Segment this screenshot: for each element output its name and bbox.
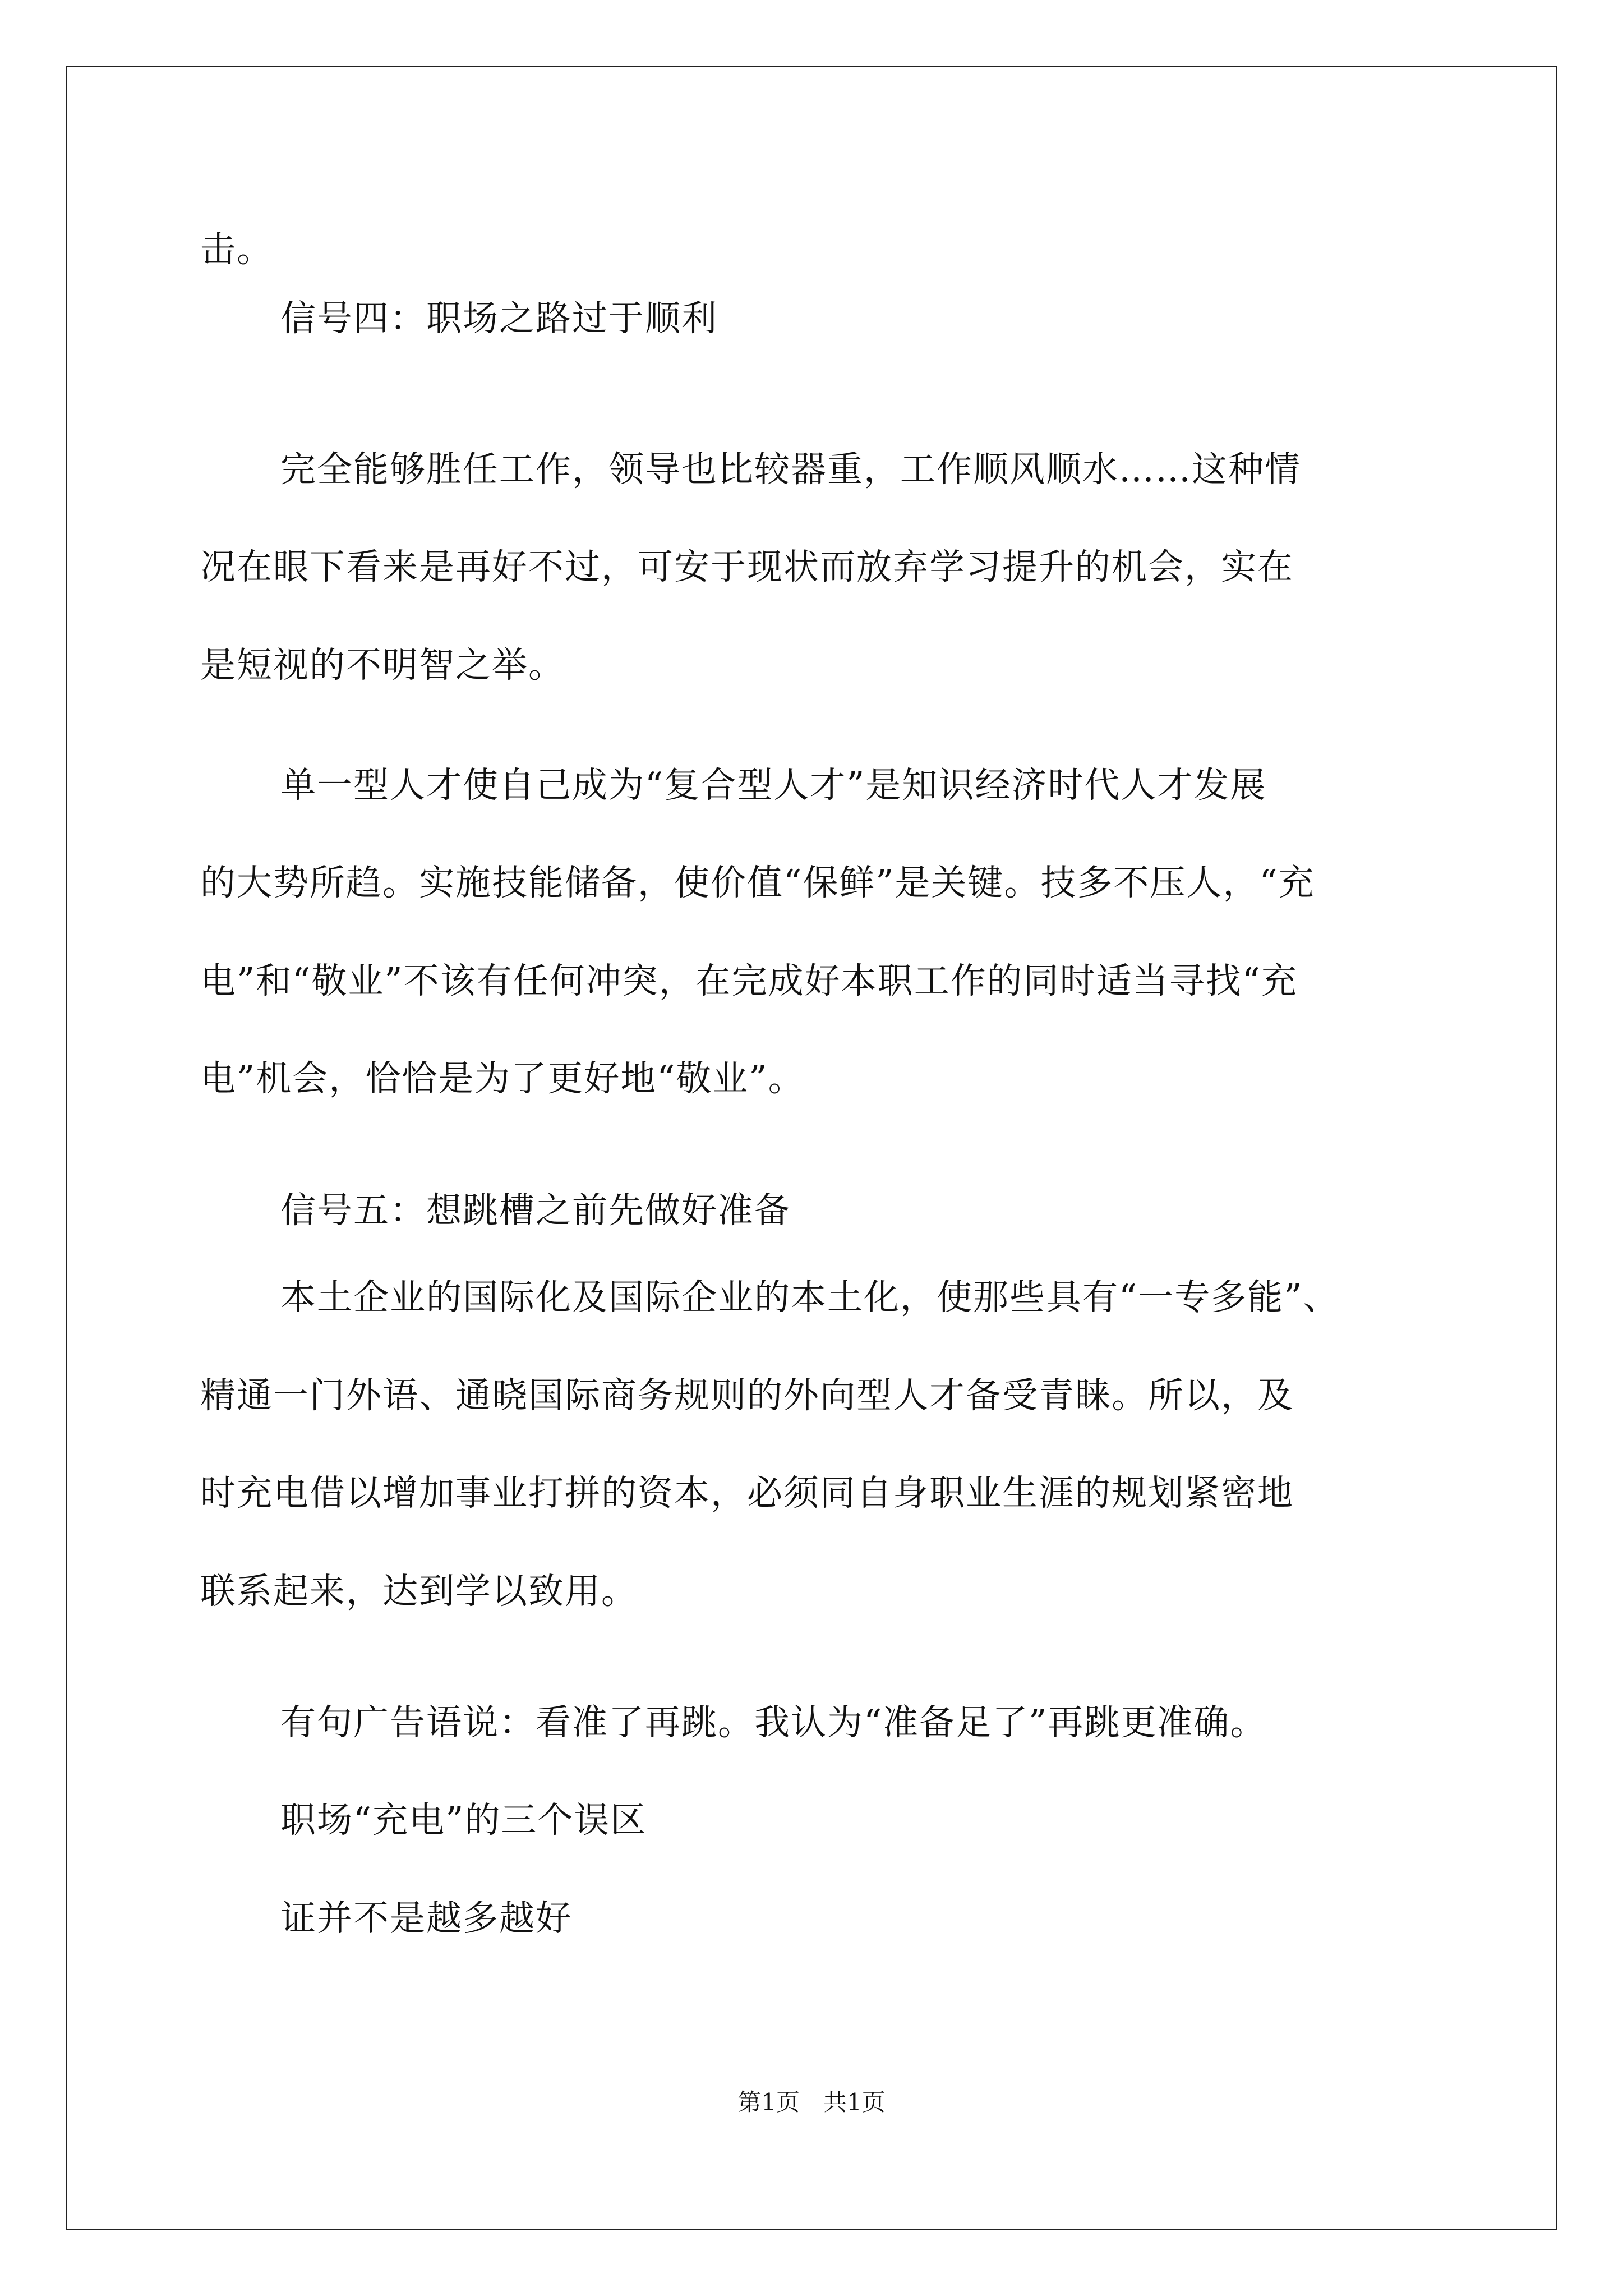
paragraph-line: 电”和“敬业”不该有任何冲突，在完成好本职工作的同时适当寻找“充 [200,960,1298,1001]
paragraph-line: 精通一门外语、通晓国际商务规则的外向型人才备受青睐。所以，及 [200,1375,1294,1416]
section-heading: 信号四：职场之路过于顺利 [280,298,718,339]
section-heading: 信号五：想跳槽之前先做好准备 [280,1190,791,1231]
paragraph-line: 单一型人才使自己成为“复合型人才”是知识经济时代人才发展 [280,765,1267,806]
paragraph-line: 电”机会，恰恰是为了更好地“敬业”。 [200,1058,805,1099]
paragraph-line: 完全能够胜任工作，领导也比较器重，工作顺风顺水……这种情 [280,449,1301,490]
paragraph-line: 时充电借以增加事业打拼的资本，必须同自身职业生涯的规划紧密地 [200,1473,1294,1513]
section-heading: 职场“充电”的三个误区 [280,1800,647,1841]
paragraph-line: 是短视的不明智之举。 [200,645,565,685]
paragraph-line: 击。 [200,229,273,270]
paragraph-line: 联系起来，达到学以致用。 [200,1571,638,1612]
paragraph-line: 有句广告语说：看准了再跳。我认为“准备足了”再跳更准确。 [280,1702,1267,1743]
paragraph-line: 况在眼下看来是再好不过，可安于现状而放弃学习提升的机会，实在 [200,546,1294,587]
section-heading: 证并不是越多越好 [280,1898,572,1939]
paragraph-line: 本土企业的国际化及国际企业的本土化，使那些具有“一专多能”、 [280,1277,1340,1318]
paragraph-line: 的大势所趋。实施技能储备，使价值“保鲜”是关键。技多不压人，“充 [200,862,1315,903]
page-footer: 第1页 共1页 [737,2088,886,2116]
